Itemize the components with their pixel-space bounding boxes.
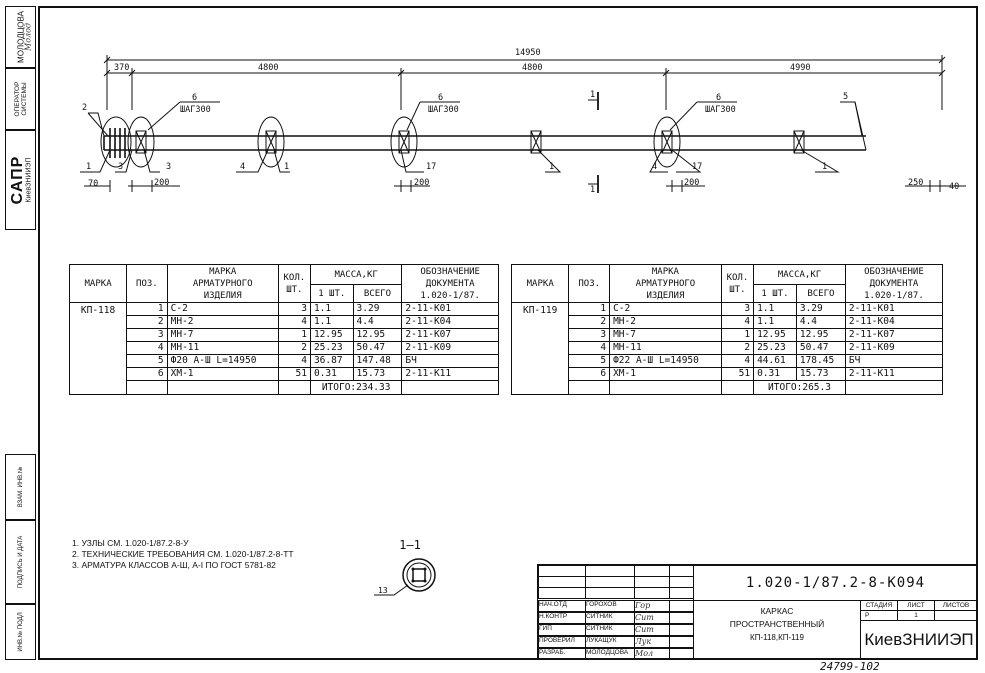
tb-name: МОЛОДЦОВА — [585, 648, 635, 660]
cell-kol: 1 — [278, 329, 310, 342]
callout-6b: 6 — [438, 93, 444, 103]
cell-one: 1.1 — [310, 316, 353, 329]
tb-name: СИТНИК — [585, 612, 635, 624]
cell-poz: 3 — [127, 329, 168, 342]
step-label-b: ШАГ300 — [428, 105, 459, 115]
dim-370: 370 — [114, 63, 130, 73]
cell-one: 1.1 — [310, 303, 353, 316]
cell-poz: 2 — [569, 316, 610, 329]
table-row — [70, 329, 499, 342]
cell-all: 3.29 — [353, 303, 402, 316]
th-poz: ПОЗ. — [127, 265, 168, 303]
cell-kol: 4 — [278, 316, 310, 329]
table-row — [512, 303, 943, 316]
table-row — [512, 355, 943, 368]
table-row — [70, 316, 499, 329]
cell-kol: 1 — [721, 329, 753, 342]
cell-kol: 4 — [721, 355, 753, 368]
note-3: 3. АРМАТУРА КЛАССОВ А-Ш, А-I ПО ГОСТ 5781-82 — [72, 560, 276, 570]
dim-200b: 200 — [414, 178, 430, 188]
sidebar-signature-name: МОЛОДЦОВА — [16, 11, 25, 63]
cell-poz: 3 — [569, 329, 610, 342]
tb-role: НАЧ.ОТД — [538, 600, 586, 612]
callout-3b: 3 — [166, 162, 172, 172]
cell-doc: 2-11-К11 — [402, 368, 499, 381]
callout-4a: 4 — [240, 162, 246, 172]
callout-17b: 17 — [692, 162, 703, 172]
callout-1a: 1 — [86, 162, 92, 172]
table-row — [70, 355, 499, 368]
table-row — [512, 342, 943, 355]
tb-sig: Мол — [634, 648, 670, 660]
cell-one: 1.1 — [754, 303, 797, 316]
cell-kol: 3 — [278, 303, 310, 316]
note-1: 1. УЗЛЫ СМ. 1.020-1/87.2-8-У — [72, 538, 189, 548]
cell-one: 44.61 — [754, 355, 797, 368]
cell-all: 15.73 — [796, 368, 845, 381]
cell-kol: 3 — [721, 303, 753, 316]
cell-kol: 4 — [721, 316, 753, 329]
step-label-c: ШАГ300 — [705, 105, 736, 115]
cell-doc: БЧ — [402, 355, 499, 368]
tb-code: 1.020-1/87.2-8-К094 — [693, 565, 978, 601]
cell-name: МН-2 — [610, 316, 722, 329]
cell-one: 0.31 — [754, 368, 797, 381]
table-row-total — [512, 381, 943, 395]
th-one: 1 ШТ. — [754, 285, 797, 303]
callout-3a: 3 — [118, 162, 124, 172]
cell-poz: 5 — [127, 355, 168, 368]
th-poz: ПОЗ. — [569, 265, 610, 303]
th-massa: МАССА,КГ — [310, 265, 401, 285]
cell-all: 4.4 — [796, 316, 845, 329]
tb-sig: Лук — [634, 636, 670, 648]
tb-name: ЛУКАЩУК — [585, 636, 635, 648]
callout-1d: 1 — [822, 162, 828, 172]
table-row — [512, 368, 943, 381]
section-1-1 — [370, 535, 450, 605]
tb-sig: Сит — [634, 624, 670, 636]
dim-total: 14950 — [515, 48, 541, 58]
cell-doc: 2-11-К04 — [402, 316, 499, 329]
sidebar-vzam: ВЗАМ. ИНВ.№ — [17, 466, 24, 508]
note-2: 2. ТЕХНИЧЕСКИЕ ТРЕБОВАНИЯ СМ. 1.020-1/87.2-8-ТТ — [72, 549, 294, 559]
cell-poz: 5 — [569, 355, 610, 368]
tb-role: ПРОВЕРИЛ — [538, 636, 586, 648]
cell-name: ХМ-1 — [167, 368, 278, 381]
callout-4b: 4 — [652, 162, 658, 172]
cell-name: С-2 — [167, 303, 278, 316]
tb-sig: Гор — [634, 600, 670, 612]
cell-itogo: ИТОГО:265.3 — [754, 381, 846, 395]
cage-drawing — [0, 0, 985, 260]
table-row — [70, 303, 499, 316]
dim-4800b: 4800 — [522, 63, 543, 73]
cell-one: 12.95 — [310, 329, 353, 342]
tb-listov-h: ЛИСТОВ — [934, 600, 978, 611]
th-one: 1 ШТ. — [310, 285, 353, 303]
sidebar-sapr: САПР — [8, 155, 26, 205]
cell-name: Ф22 А-Ш L=14950 — [610, 355, 722, 368]
callout-6a: 6 — [192, 93, 198, 103]
sidebar-inv-box — [5, 604, 36, 660]
cell-doc: 2-11-К01 — [845, 303, 942, 316]
tb-stadia: Р — [860, 610, 898, 621]
notes — [72, 538, 294, 571]
callout-2: 2 — [82, 103, 88, 113]
cell-mark: КП-118 — [70, 303, 127, 395]
th-marka: МАРКА — [70, 265, 127, 303]
cell-one: 25.23 — [754, 342, 797, 355]
cell-doc: 2-11-К07 — [845, 329, 942, 342]
cell-all: 4.4 — [353, 316, 402, 329]
cell-kol: 51 — [278, 368, 310, 381]
cell-doc: БЧ — [845, 355, 942, 368]
cell-poz: 6 — [127, 368, 168, 381]
cell-one: 1.1 — [754, 316, 797, 329]
dim-4800a: 4800 — [258, 63, 279, 73]
sidebar-org: КиевЗНИИЭП — [25, 157, 33, 203]
callout-17a: 17 — [426, 162, 437, 172]
dim-4990: 4990 — [790, 63, 811, 73]
cell-all: 15.73 — [353, 368, 402, 381]
cell-kol: 4 — [278, 355, 310, 368]
cell-poz: 2 — [127, 316, 168, 329]
cell-all: 12.95 — [353, 329, 402, 342]
cell-kol: 51 — [721, 368, 753, 381]
th-kol: КОЛ. ШТ. — [278, 265, 310, 303]
dim-40: 40 — [949, 182, 960, 192]
dim-70: 70 — [88, 179, 99, 189]
cell-all: 147.48 — [353, 355, 402, 368]
spec-table-left — [69, 264, 499, 395]
callout-5: 5 — [843, 92, 849, 102]
dim-200a: 200 — [154, 178, 170, 188]
sidebar-podpis: ПОДПИСЬ И ДАТА — [17, 535, 24, 589]
cell-poz: 4 — [569, 342, 610, 355]
tb-name-block: КАРКАС ПРОСТРАНСТВЕННЫЙ КП-118,КП-119 — [693, 600, 861, 660]
sidebar-role: ОПЕРАТОР СИСТЕМЫ — [13, 81, 28, 117]
th-total: ВСЕГО — [353, 285, 402, 303]
tb-role: ГИП — [538, 624, 586, 636]
tb-role: Н.КОНТР — [538, 612, 586, 624]
cell-doc: 2-11-К01 — [402, 303, 499, 316]
cell-name: С-2 — [610, 303, 722, 316]
cell-itogo: ИТОГО:234.33 — [310, 381, 401, 395]
th-marka-izd: МАРКА АРМАТУРНОГО ИЗДЕЛИЯ — [167, 265, 278, 303]
section-mark-top: 1 — [590, 90, 596, 100]
cell-all: 3.29 — [796, 303, 845, 316]
cell-doc: 2-11-К09 — [845, 342, 942, 355]
cell-name: ХМ-1 — [610, 368, 722, 381]
cell-mark: КП-119 — [512, 303, 569, 395]
th-kol: КОЛ. ШТ. — [721, 265, 753, 303]
callout-13: 13 — [378, 586, 388, 595]
cell-kol: 2 — [278, 342, 310, 355]
cell-name: Ф20 А-Ш L=14950 — [167, 355, 278, 368]
cell-name: МН-11 — [610, 342, 722, 355]
sidebar-inv: ИНВ.№ ПОДЛ — [17, 612, 24, 652]
th-massa: МАССА,КГ — [754, 265, 846, 285]
cell-doc: 2-11-К09 — [402, 342, 499, 355]
tb-name: ГОРОХОВ — [585, 600, 635, 612]
cell-all: 12.95 — [796, 329, 845, 342]
cell-doc: 2-11-К11 — [845, 368, 942, 381]
sidebar-vzam-box — [5, 454, 36, 520]
cell-poz: 4 — [127, 342, 168, 355]
th-marka-izd: МАРКА АРМАТУРНОГО ИЗДЕЛИЯ — [610, 265, 722, 303]
cell-name: МН-7 — [167, 329, 278, 342]
cell-name: МН-11 — [167, 342, 278, 355]
tb-stadia-h: СТАДИЯ — [860, 600, 898, 611]
spec-table-right — [511, 264, 943, 395]
sidebar-podpis-box — [5, 520, 36, 604]
cell-all: 50.47 — [796, 342, 845, 355]
th-doc: ОБОЗНАЧЕНИЕ ДОКУМЕНТА 1.020-1/87. — [845, 265, 942, 303]
th-marka: МАРКА — [512, 265, 569, 303]
dim-200c: 200 — [684, 178, 700, 188]
callout-1c: 1 — [549, 162, 555, 172]
dim-250: 250 — [908, 178, 924, 188]
sidebar-signature-mark: Молод — [23, 23, 33, 51]
tb-list: 1 — [897, 610, 935, 621]
cell-all: 50.47 — [353, 342, 402, 355]
cell-name: МН-2 — [167, 316, 278, 329]
table-row — [512, 316, 943, 329]
section-mark-bottom: 1 — [590, 185, 596, 195]
step-label-a: ШАГ300 — [180, 105, 211, 115]
table-row — [512, 329, 943, 342]
cell-all: 178.45 — [796, 355, 845, 368]
section-title: 1–1 — [399, 538, 421, 552]
cell-kol: 2 — [721, 342, 753, 355]
title-block — [537, 564, 978, 660]
cell-poz: 1 — [569, 303, 610, 316]
cell-poz: 6 — [569, 368, 610, 381]
table-row — [70, 368, 499, 381]
th-doc: ОБОЗНАЧЕНИЕ ДОКУМЕНТА 1.020-1/87. — [402, 265, 499, 303]
callout-1b: 1 — [284, 162, 290, 172]
cell-one: 36.87 — [310, 355, 353, 368]
tb-role: РАЗРАБ. — [538, 648, 586, 660]
cell-doc: 2-11-К04 — [845, 316, 942, 329]
tb-name: СИТНИК — [585, 624, 635, 636]
cell-one: 0.31 — [310, 368, 353, 381]
tb-org: КиевЗНИИЭП — [860, 620, 978, 660]
cell-one: 25.23 — [310, 342, 353, 355]
cell-name: МН-7 — [610, 329, 722, 342]
bottom-number: 24799-102 — [820, 660, 880, 673]
callout-6c: 6 — [716, 93, 722, 103]
tb-sig: Сит — [634, 612, 670, 624]
th-total: ВСЕГО — [796, 285, 845, 303]
table-row — [70, 342, 499, 355]
table-row-total — [70, 381, 499, 395]
cell-poz: 1 — [127, 303, 168, 316]
cell-one: 12.95 — [754, 329, 797, 342]
cell-doc: 2-11-К07 — [402, 329, 499, 342]
tb-list-h: ЛИСТ — [897, 600, 935, 611]
